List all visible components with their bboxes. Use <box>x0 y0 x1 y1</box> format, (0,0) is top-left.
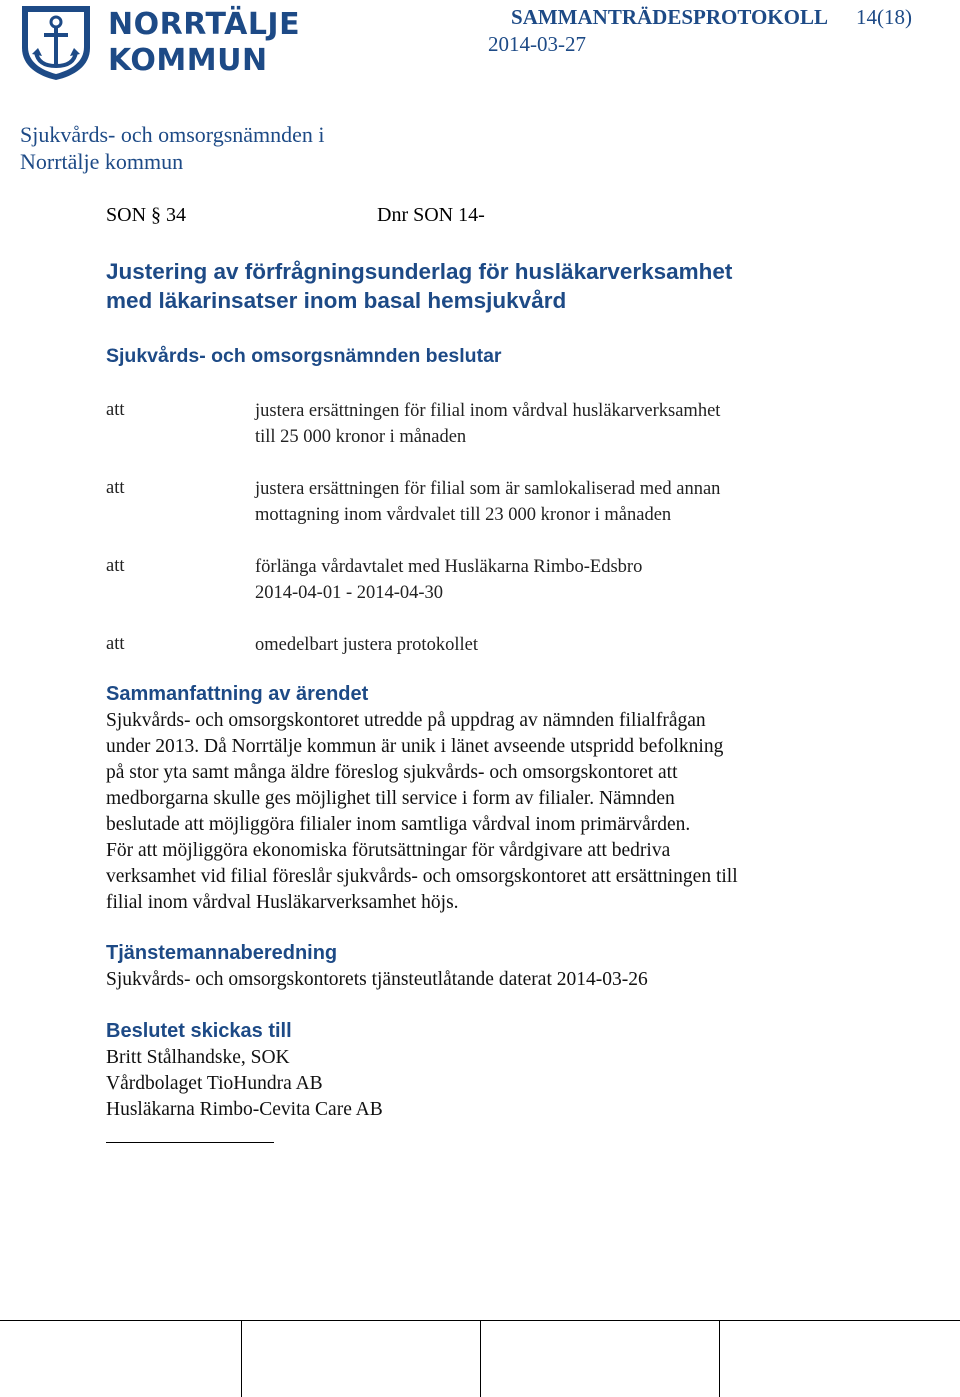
preparation-text: Sjukvårds- och omsorgskontorets tjänsteutlåtande daterat 2014-03-26 <box>106 969 648 990</box>
organization-name <box>20 121 325 175</box>
municipality-logo <box>16 2 301 82</box>
summary-line: under 2013. Då Norrtälje kommun är unik i länet avseende utspridd befolkning <box>106 736 724 757</box>
organization-line-1: Sjukvårds- och omsorgsnämnden i <box>20 122 325 147</box>
summary-text <box>106 708 866 916</box>
recipient: Britt Stålhandske, SOK <box>106 1047 290 1068</box>
decision-item-line: justera ersättningen för filial som är samlokaliserad med annan <box>255 479 721 499</box>
decision-item-line: justera ersättningen för filial inom vårdval husläkarverksamhet <box>255 401 721 421</box>
decision-item <box>255 398 720 450</box>
summary-line: Sjukvårds- och omsorgskontoret utredde på uppdrag av nämnden filialfrågan <box>106 710 706 731</box>
footer-divider <box>719 1320 720 1397</box>
decision-att-label: att <box>106 478 125 498</box>
diary-number: Dnr SON 14- <box>377 204 485 226</box>
footer-divider <box>480 1320 481 1397</box>
summary-line: på stor yta samt många äldre föreslog sjukvårds- och omsorgskontoret att <box>106 762 678 783</box>
summary-heading: Sammanfattning av ärendet <box>106 683 369 705</box>
protocol-title: SAMMANTRÄDESPROTOKOLL <box>511 5 828 29</box>
recipient: Husläkarna Rimbo-Cevita Care AB <box>106 1099 383 1120</box>
preparation-heading: Tjänstemannaberedning <box>106 942 338 964</box>
decision-item-line: omedelbart justera protokollet <box>255 635 478 655</box>
decision-item-line: 2014-04-01 - 2014-04-30 <box>255 583 444 603</box>
decision-item <box>255 632 478 658</box>
decision-heading: Sjukvårds- och omsorgsnämnden beslutar <box>106 345 502 367</box>
case-title <box>106 257 732 315</box>
logo-wordmark-line1: NORRTÄLJE <box>108 7 301 42</box>
decision-item-line: mottagning inom vårdvalet till 23 000 kronor i månaden <box>255 505 672 525</box>
recipients-heading: Beslutet skickas till <box>106 1020 292 1042</box>
summary-line: beslutade att möjliggöra filialer inom samtliga vårdval inom primärvården. <box>106 814 691 835</box>
case-title-line-2: med läkarinsatser inom basal hemsjukvård <box>106 288 567 313</box>
decision-item <box>255 554 642 606</box>
paragraph-number: SON § 34 <box>106 204 187 226</box>
case-title-line-1: Justering av förfrågningsunderlag för husläkarverksamhet <box>106 259 733 284</box>
logo-wordmark-line2: KOMMUN <box>108 43 268 78</box>
decision-att-label: att <box>106 556 125 576</box>
summary-line: medborgarna skulle ges möjlighet till service i form av filialer. Nämnden <box>106 788 675 809</box>
summary-line: För att möjliggöra ekonomiska förutsättningar för vårdgivare att bedriva <box>106 840 671 861</box>
page-number: 14(18) <box>856 5 912 29</box>
summary-line: filial inom vårdval Husläkarverksamhet höjs. <box>106 892 459 913</box>
organization-line-2: Norrtälje kommun <box>20 149 184 174</box>
recipients-list <box>106 1045 383 1123</box>
recipient: Vårdbolaget TioHundra AB <box>106 1073 323 1094</box>
footer-divider <box>241 1320 242 1397</box>
signature-separator <box>106 1142 274 1143</box>
anchor-crest-icon <box>16 2 96 82</box>
decision-item-line: förlänga vårdavtalet med Husläkarna Rimbo-Edsbro <box>255 557 643 577</box>
decision-att-label: att <box>106 634 125 654</box>
summary-line: verksamhet vid filial föreslår sjukvårds- och omsorgskontoret att ersättningen till <box>106 866 738 887</box>
decision-item <box>255 476 720 528</box>
protocol-date: 2014-03-27 <box>488 32 586 56</box>
decision-att-label: att <box>106 400 125 420</box>
decision-item-line: till 25 000 kronor i månaden <box>255 427 467 447</box>
